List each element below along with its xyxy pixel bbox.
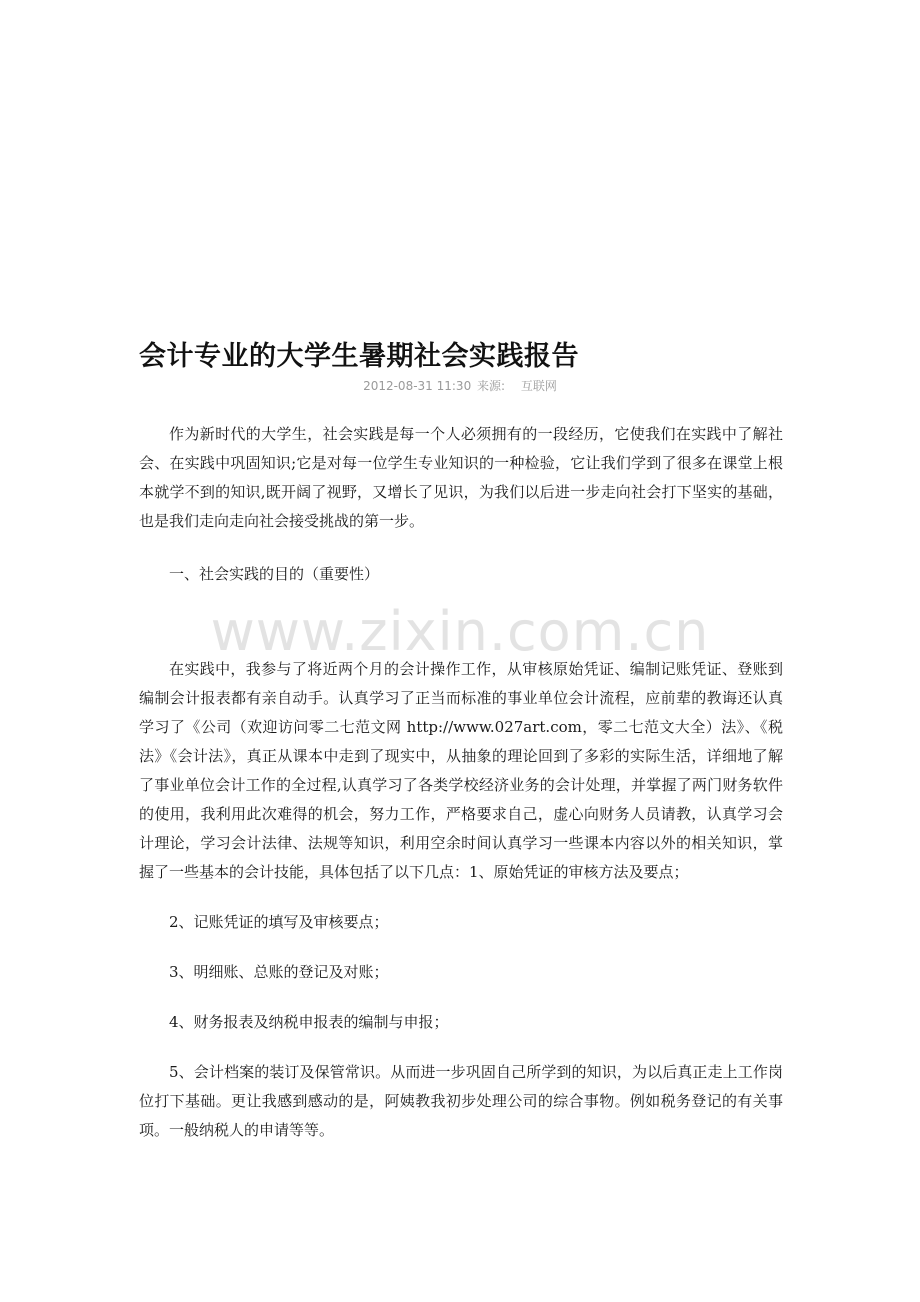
watermark: www.zixin.com.cn [210, 600, 710, 663]
source-label: 来源: [477, 379, 506, 393]
list-item-2: 2、记账凭证的填写及审核要点； [169, 913, 389, 931]
list-item-4: 4、财务报表及纳税申报表的编制与申报； [169, 1013, 449, 1031]
article-title: 会计专业的大学生暑期社会实践报告 [139, 341, 579, 372]
list-item-3: 3、明细账、总账的登记及对账； [169, 963, 389, 981]
article-meta [0, 377, 920, 394]
section-heading: 一、社会实践的目的（重要性） [169, 565, 380, 583]
paragraph-intro: 作为新时代的大学生，社会实践是每一个人必须拥有的一段经历，它使我们在实践中了解社会、在实践中巩固知识;它是对每一位学生专业知识的一种检验，它让我们学到了很多在课堂上根本就学不到的知识,既开阔了视野，又增长了见识，为我们以后进一步走向社会打下坚实的基础，也是我们走向走向社会接受挑战的第一步。 [139, 425, 783, 530]
list-item-5: 5、会计档案的装订及保管常识。从而进一步巩固自己所学到的知识，为以后真正走上工作岗位打下基础。更让我感到感动的是，阿姨教我初步处理公司的综合事物。例如税务登记的有关事项。一般纳税人的申请等等。 [139, 1063, 783, 1139]
paragraph-practice: 在实践中，我参与了将近两个月的会计操作工作，从审核原始凭证、编制记账凭证、登账到编制会计报表都有亲自动手。认真学习了正当而标准的事业单位会计流程，应前辈的教诲还认真学习了《公司（欢迎访问零二七范文网 http://www.027art.com，零二七范文大全）法》、《税法》《会计法》，真正从课本中走到了现实中，从抽象的理论回到了多彩的实际生活，详细地了解了事业单位会计工作的全过程,认真学习了各类学校经济业务的会计处理，并掌握了两门财务软件的使用，我利用此次难得的机会，努力工作，严格要求自己，虚心向财务人员请教，认真学习会计理论，学习会计法律、法规等知识，利用空余时间认真学习一些课本内容以外的相关知识，掌握了一些基本的会计技能，具体包括了以下几点：1、原始凭证的审核方法及要点； [139, 660, 783, 881]
publish-date: 2012-08-31 11:30 [363, 379, 472, 393]
article-body [139, 420, 783, 1145]
source-name: 互联网 [520, 379, 557, 393]
